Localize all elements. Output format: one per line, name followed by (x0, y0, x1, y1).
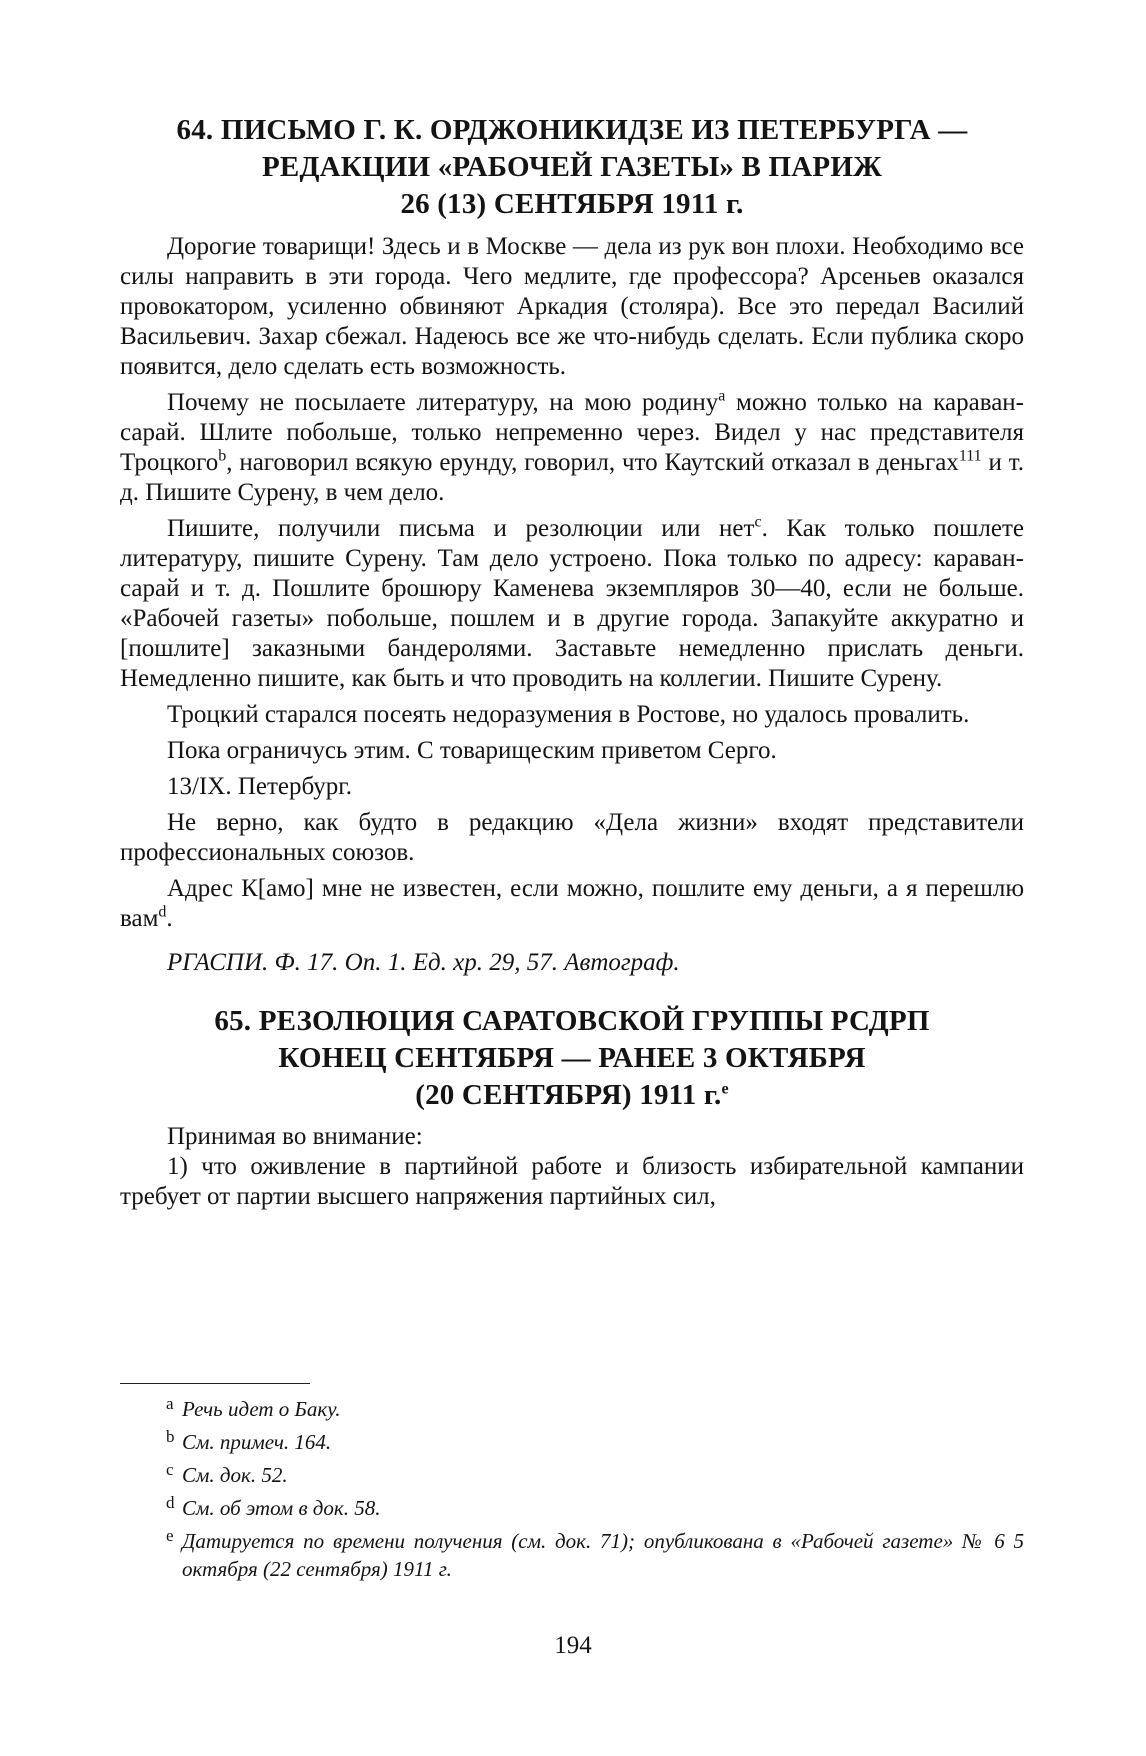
doc65-paragraph-1: Принимая во внимание: (167, 1123, 423, 1150)
footnote-b (120, 1428, 1024, 1456)
footnote-mark: a (166, 1394, 174, 1413)
footnote-mark: e (166, 1526, 174, 1545)
doc65-heading-line-3 (120, 1077, 1024, 1114)
footnote-divider (120, 1383, 310, 1384)
footnote-ref-a: a (718, 387, 726, 405)
doc64-p3-text-2: . Как только пошлете литературу, пишите Сурену. Там дело устроено. Пока только по адресу: караван-сарай и т. д. Пошлите брошюру Каменева экземпляров 30—40, если не больше. «Рабочей газеты» побольше, пошлем и в другие города. Запакуйте аккуратно и [пошлите] заказными бандеролями. Заставьте немедленно прислать деньги. Немедленно пишите, как быть и что проводить на коллегии. Пишите Сурену. (120, 515, 1024, 692)
footnote-text: См. примеч. 164. (182, 1430, 332, 1454)
doc64-paragraph-1: Дорогие товарищи! Здесь и в Москве — дела из рук вон плохи. Необходимо все силы направить в эти города. Чего медлите, где профессора? Арсеньев оказался провокатором, усиленно обвиняют Аркадия (столяра). Все это передал Василий Васильевич. Захар сбежал. Надеюсь все же что-нибудь сделать. Если публика скоро появится, дело сделать есть возможность. (120, 233, 1024, 380)
footnote-mark: c (166, 1460, 174, 1479)
doc64-p2-text-4: и т. д. Пишите Сурену, в чем дело. (120, 449, 1024, 506)
doc64-paragraph-7: Не верно, как будто в редакцию «Дела жизни» входят представители профессиональных союзов. (120, 809, 1024, 866)
doc64-body (120, 232, 1024, 984)
note-ref-111: 111 (958, 447, 982, 465)
doc65-heading-line-3-text: (20 СЕНТЯБРЯ) 1911 г. (415, 1079, 722, 1111)
doc64-p8-text-2: . (166, 905, 173, 932)
footnote-ref-e: e (721, 1080, 729, 1098)
doc64-p2-text-2: можно только на караван-сарай. Шлите побольше, только непременно через. Видел у нас представителя Троцкого (120, 389, 1024, 476)
footnote-text: Датируется по времени получения (см. док. 71); опубликована в «Рабочей газете» № 6 5 октября (22 сентября) 1911 г. (182, 1529, 1024, 1581)
footnote-ref-c: c (754, 513, 762, 531)
footnote-text: См. док. 52. (182, 1463, 288, 1487)
footnote-ref-b: b (218, 447, 227, 465)
footnote-c (120, 1461, 1024, 1489)
doc64-p8-text-1: Адрес К[амо] мне не известен, если можно, пошлите ему деньги, а я перешлю вам (120, 875, 1024, 932)
page-number: 194 (554, 1632, 592, 1659)
footnote-mark: d (166, 1493, 175, 1512)
footnote-d (120, 1494, 1024, 1522)
doc65-heading-line-1: 65. РЕЗОЛЮЦИЯ САРАТОВСКОЙ ГРУППЫ РСДРП (214, 1005, 930, 1037)
doc64-paragraph-5: Пока ограничусь этим. С товарищеским приветом Серго. (167, 737, 777, 764)
doc64-p2-text-1: Почему не посылаете литературу, на мою родину (167, 389, 719, 416)
doc64-paragraph-4: Троцкий старался посеять недоразумения в Ростове, но удалось провалить. (167, 701, 970, 728)
doc64-archive-source: РГАСПИ. Ф. 17. Оп. 1. Ед. хр. 29, 57. Автограф. (167, 949, 680, 976)
doc64-paragraph-2 (120, 388, 1024, 508)
doc64-p3-text-1: Пишите, получили письма и резолюции или нет (167, 515, 755, 542)
footnote-text: См. об этом в док. 58. (182, 1496, 381, 1520)
footnote-a (120, 1395, 1024, 1423)
doc64-paragraph-8 (120, 874, 1024, 934)
doc64-heading (120, 112, 1024, 223)
footnote-e (120, 1527, 1024, 1583)
footnote-ref-d: d (158, 903, 167, 921)
doc64-heading-line-3: 26 (13) СЕНТЯБРЯ 1911 г. (400, 188, 744, 220)
doc64-p2-text-3: , наговорил всякую ерунду, говорил, что Каутский отказал в деньгах (226, 449, 959, 476)
doc65-heading-line-2: КОНЕЦ СЕНТЯБРЯ — РАНЕЕ 3 ОКТЯБРЯ (278, 1042, 866, 1074)
doc65-heading (120, 1003, 1024, 1114)
doc64-paragraph-6: 13/IX. Петербург. (167, 773, 352, 800)
footnote-text: Речь идет о Баку. (182, 1397, 341, 1421)
doc64-heading-line-1: 64. ПИСЬМО Г. К. ОРДЖОНИКИДЗЕ ИЗ ПЕТЕРБУРГА — (176, 114, 968, 146)
doc65-body (120, 1122, 1024, 1212)
footnotes (120, 1395, 1024, 1588)
doc64-paragraph-3 (120, 514, 1024, 694)
doc65-paragraph-2: 1) что оживление в партийной работе и близость избирательной кампании требует от партии высшего напряжения партийных сил, (120, 1153, 1024, 1210)
doc64-heading-line-2: РЕДАКЦИИ «РАБОЧЕЙ ГАЗЕТЫ» В ПАРИЖ (262, 151, 882, 183)
footnote-mark: b (166, 1427, 175, 1446)
